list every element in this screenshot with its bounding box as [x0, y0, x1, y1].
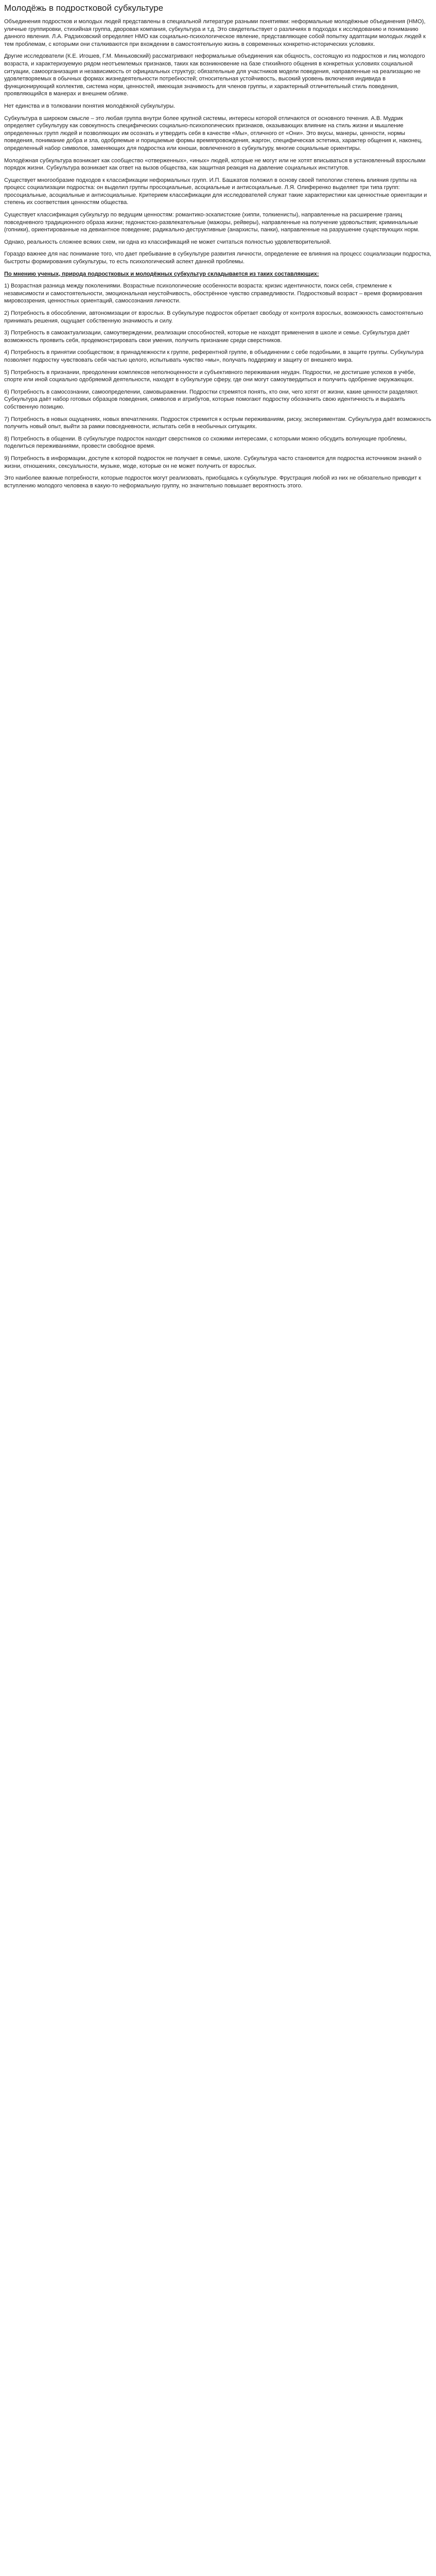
- article-paragraph: 4) Потребность в принятии сообществом; в принадлежности к группе, референтной группе, в объединении с себе подобными, в защите группы. Субкультура позволяет подростку чувствовать себя частью целого, испытывать чувство «мы», получать поддержку и защиту от внешнего мира.: [4, 349, 424, 363]
- article-paragraph: По мнению ученых, природа подростковых и молодёжных субкультур складывается из таких составляющих:: [4, 270, 319, 277]
- article-paragraph: Однако, реальность сложнее всяких схем, ни одна из классификаций не может считаться полностью удовлетворительной.: [4, 239, 332, 245]
- article-paragraph: 3) Потребность в самоактуализации, самоутверждении, реализации способностей, которые не находят применения в школе и семье. Субкультура даёт возможность проявить себя, продемонстрировать свои умения, получить признание среди сверстников.: [4, 330, 410, 344]
- article-paragraph: 6) Потребность в самосознании, самоопределении, самовыражении. Подростки стремятся понять, кто они, чего хотят от жизни, какие ценности разделяют. Субкультура даёт набор готовых образцов поведения, символов и атрибутов, которые помогают подростку обозначить свою идентичность и выразить собственную позицию.: [4, 388, 418, 410]
- article-paragraph: Существует классификация субкультур по ведущим ценностям: романтико-эскапистские (хиппи, толкиенисты), направленные на расширение границ повседневного традиционного образа жизни; гедонистско-развлекательные (мажоры, рейверы), направленные на получение удовольствия; криминальные (гопники), ориентированные на девиантное поведение; радикально-деструктивные (анархисты, панки), направленные на разрушение существующих норм.: [4, 212, 420, 233]
- article-paragraph: 9) Потребность в информации, доступе к которой подросток не получает в семье, школе. Субкультура часто становится для подростка источником знаний о жизни, отношениях, сексуальности, музыке, моде, которые он не может получить от взрослых.: [4, 455, 422, 469]
- article-paragraph: Нет единства и в толковании понятия молодёжной субкультуры.: [4, 103, 176, 109]
- article-paragraph: 5) Потребность в признании, преодолении комплексов неполноценности и субъективного переживания неудач. Подростки, не достигшие успехов в учёбе, спорте или иной социально одобряемой деятельности, находят в субкультуре сферу, где они могут самоутвердиться и получить одобрение окружающих.: [4, 369, 415, 383]
- article-paragraph: Другие исследователи (К.Е. Игошев, Г.М. Миньковский) рассматривают неформальные объединения как общность, состоящую из подростков и лиц молодого возраста, и характеризуемую рядом неотъемлемых признаков, таких как возникновение на базе стихийного общения в конкретных условиях социальной ситуации, самоорганизация и независимость от официальных структур; обязательные для участников модели поведения, направленные на реализацию не удовлетворяемых в обычных формах жизнедеятельности потребностей; относительная устойчивость, высокий уровень включения индивида в функционирующий коллектив, система норм, ценностей, имеющая значимость для членов группы, и характерный отличительный стиль поведения, проявляющийся в манерах и внешнем облике.: [4, 53, 425, 97]
- article-paragraph: 7) Потребность в новых ощущениях, новых впечатлениях. Подросток стремится к острым переживаниям, риску, экспериментам. Субкультура даёт возможность получить новый опыт, выйти за рамки повседневности, испытать себя в необычных ситуациях.: [4, 416, 431, 430]
- article-paragraph: 8) Потребность в общении. В субкультуре подросток находит сверстников со схожими интересами, с которыми можно обсудить волнующие проблемы, поделиться переживаниями, провести свободное время.: [4, 435, 407, 450]
- article-paragraph: Субкультура в широком смысле – это любая группа внутри более крупной системы, интересы которой отличаются от основного течения. А.В. Мудрик определяет субкультуру как совокупность специфических социально-психологических признаков, оказывающих влияние на стиль жизни и мышление определенных групп людей и позволяющих им осознать и утвердить себя в качестве «Мы», отличного от «Они». Это вкусы, манеры, ценности, нормы поведения, понимание добра и зла, одобряемые и порицаемые формы времяпровождения, жаргон, специфическая эстетика, характер общения и, наконец, определенный набор символов, заменяющих для подростка или юноши, вовлеченного в субкультуру, многие социальные ориентиры.: [4, 115, 423, 151]
- page-title: Молодёжь в подростковой субкультуре: [4, 3, 164, 13]
- article-paragraph: Гораздо важнее для нас понимание того, что дает пребывание в субкультуре развития личности, определение ее влияния на процесс социализации подростка, быстроты формирования субкультуры, то есть психологический аспект данной проблемы.: [4, 251, 431, 265]
- article-paragraph: Молодёжная субкультура возникает как сообщество «отверженных», «иных» людей, которые не могут или не хотят вписываться в установленный взрослыми порядок жизни. Субкультура возникает как ответ на вызов общества, как защитная реакция на давление социальных институтов.: [4, 157, 426, 172]
- document-page: [0, 0, 436, 496]
- article-paragraph: Существует многообразие подходов к классификации неформальных групп. И.П. Башкатов положил в основу своей типологии степень влияния группы на процесс социализации подростка: он выделил группы просоциальные, асоциальные и антисоциальные. Л.Я. Олиференко выделяет три типа групп: просоциальные, асоциальные и антисоциальные. Критерием классификации для исследователей служат такие характеристики как ценностные ориентации и степень их соответствия ценностям общества.: [4, 177, 427, 206]
- article-paragraph: Объединения подростков и молодых людей представлены в специальной литературе разными понятиями: неформальные молодёжные объединения (НМО), уличные группировки, стихийная группа, дворовая компания, субкультура и т.д. Это свидетельствует о различиях в подходах к исследованию и пониманию данного явления. Л.А. Радзиховский определяет НМО как социально-психологическое явление, представляющее собой попытку адаптации молодых людей к тем проблемам, с которыми они сталкиваются при вхождении в самостоятельную жизнь в современных конкретно-исторических условиях.: [4, 19, 426, 47]
- article-body: [4, 18, 432, 489]
- article-paragraph: 2) Потребность в обособлении, автономизации от взрослых. В субкультуре подросток обретает свободу от контроля взрослых, возможность самостоятельно принимать решения, ощущает собственную значимость и силу.: [4, 310, 423, 324]
- article-paragraph: 1) Возрастная разница между поколениями. Возрастные психологические особенности возраста: кризис идентичности, поиск себя, стремление к независимости и самостоятельности, эмоциональная неустойчивость, обострённое чувство справедливости. Подростковый возраст – время формирования мировоззрения, ценностных ориентаций, самосознания личности.: [4, 283, 423, 304]
- article-paragraph: Это наиболее важные потребности, которые подросток могут реализовать, приобщаясь к субкультуре. Фрустрация любой из них не обязательно приводит к вступлению молодого человека в какую-то неформальную группу, но значительно повышает вероятность этого.: [4, 475, 421, 489]
